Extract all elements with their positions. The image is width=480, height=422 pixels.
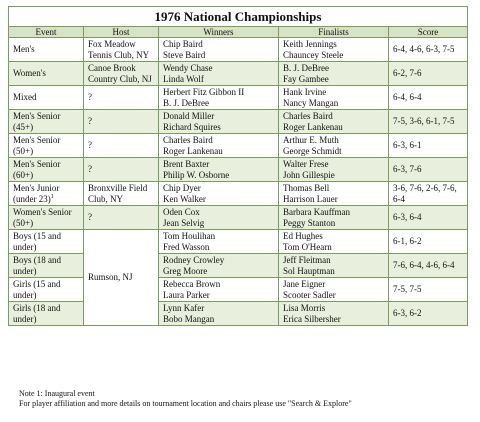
finalist-name: Walter Frese	[283, 158, 329, 169]
winner-name: Herbert Fitz Gibbon II	[163, 86, 245, 97]
header-winners: Winners	[159, 27, 279, 38]
finalist-name: Jane Eigner	[283, 278, 326, 289]
finalists-cell	[279, 254, 389, 278]
header-event: Event	[9, 27, 84, 38]
finalist-name: Erica Silbersher	[283, 313, 341, 324]
winner-name: Rodney Crowley	[163, 254, 225, 265]
table-row	[9, 182, 468, 206]
event-label: Boys (18 and under)	[13, 254, 61, 276]
finalists-cell	[279, 110, 389, 134]
header-host: Host	[84, 27, 159, 38]
event-label: Boys (15 and under)	[13, 230, 61, 252]
finalists-cell	[279, 86, 389, 110]
winner-name: Philip W. Osborne	[163, 169, 230, 180]
winner-name: Brent Baxter	[163, 158, 210, 169]
score-cell: 6-3, 6-1	[389, 134, 468, 158]
event-cell	[9, 278, 84, 302]
finalist-name: Scooter Sadler	[283, 289, 336, 300]
footnote-marker: 1	[50, 193, 54, 200]
event-cell	[9, 110, 84, 134]
footnotes	[19, 389, 352, 409]
winner-name: Ken Walker	[163, 193, 206, 204]
event-label: Women's	[13, 68, 46, 78]
host-cell: ?	[84, 158, 159, 182]
table-row	[9, 254, 468, 278]
finalists-cell	[279, 62, 389, 86]
event-cell	[9, 62, 84, 86]
finalists-cell	[279, 206, 389, 230]
finalist-name: Peggy Stanton	[283, 217, 336, 228]
finalists-cell	[279, 38, 389, 62]
winner-name: Charles Baird	[163, 134, 213, 145]
event-label: Men's Senior (60+)	[13, 158, 61, 180]
score-cell: 7-5, 3-6, 6-1, 7-5	[389, 110, 468, 134]
winners-cell	[159, 86, 279, 110]
table-row	[9, 302, 468, 326]
score-cell: 7-6, 6-4, 4-6, 6-4	[389, 254, 468, 278]
winner-name: Chip Baird	[163, 38, 203, 49]
winner-name: Chip Dyer	[163, 182, 201, 193]
event-cell	[9, 206, 84, 230]
table-row	[9, 230, 468, 254]
event-cell	[9, 38, 84, 62]
finalist-name: Hank Irvine	[283, 86, 327, 97]
event-label: Women's Senior (50+)	[13, 206, 72, 228]
score-cell: 3-6, 7-6, 2-6, 7-6, 6-4	[389, 182, 468, 206]
finalist-name: Nancy Mangan	[283, 97, 339, 108]
event-cell	[9, 230, 84, 254]
table-row	[9, 134, 468, 158]
winners-cell	[159, 182, 279, 206]
event-cell	[9, 302, 84, 326]
winner-name: Bobo Mangan	[163, 313, 215, 324]
footnote-2: For player affiliation and more details on tournament location and chairs please use "Search & Explore"	[19, 399, 352, 408]
finalist-name: Tom O'Hearn	[283, 241, 332, 252]
score-cell: 6-4, 4-6, 6-3, 7-5	[389, 38, 468, 62]
finalist-name: Jeff Fleitman	[283, 254, 331, 265]
winners-cell	[159, 254, 279, 278]
winners-cell	[159, 38, 279, 62]
winner-name: Rebecca Brown	[163, 278, 221, 289]
table-row	[9, 86, 468, 110]
finalist-name: B. J. DeBree	[283, 62, 329, 73]
header-score: Score	[389, 27, 468, 38]
table-row	[9, 278, 468, 302]
winner-name: Oden Cox	[163, 206, 200, 217]
score-cell: 6-3, 6-2	[389, 302, 468, 326]
winner-name: Fred Wasson	[163, 241, 210, 252]
winners-cell	[159, 302, 279, 326]
event-cell	[9, 182, 84, 206]
finalist-name: Keith Jennings	[283, 38, 337, 49]
score-cell: 6-3, 6-4	[389, 206, 468, 230]
winners-cell	[159, 206, 279, 230]
host-cell: Fox Meadow Tennis Club, NY	[84, 38, 159, 62]
event-label: Men's Senior (50+)	[13, 134, 61, 156]
winners-cell	[159, 134, 279, 158]
finalists-cell	[279, 230, 389, 254]
table-row	[9, 38, 468, 62]
event-label: Men's Junior (under 23)	[13, 182, 60, 204]
championship-table-wrapper	[8, 6, 467, 326]
table-row	[9, 62, 468, 86]
winners-cell	[159, 230, 279, 254]
host-cell: Canoe Brook Country Club, NJ	[84, 62, 159, 86]
finalist-name: Roger Lankenau	[283, 121, 343, 132]
winner-name: B. J. DeBree	[163, 97, 209, 108]
championship-table	[8, 6, 468, 326]
finalists-cell	[279, 302, 389, 326]
winners-cell	[159, 278, 279, 302]
header-finalists: Finalists	[279, 27, 389, 38]
event-cell	[9, 134, 84, 158]
finalist-name: Chauncey Steele	[283, 49, 344, 60]
winners-cell	[159, 158, 279, 182]
finalist-name: George Schmidt	[283, 145, 342, 156]
score-cell: 6-1, 6-2	[389, 230, 468, 254]
winner-name: Lynn Kafer	[163, 302, 205, 313]
table-row	[9, 110, 468, 134]
finalist-name: Lisa Morris	[283, 302, 326, 313]
table-row	[9, 206, 468, 230]
finalist-name: Thomas Bell	[283, 182, 330, 193]
finalist-name: Ed Hughes	[283, 230, 323, 241]
finalist-name: Sol Hauptman	[283, 265, 335, 276]
finalists-cell	[279, 182, 389, 206]
event-label: Girls (15 and under)	[13, 278, 61, 300]
finalist-name: Fay Gambee	[283, 73, 329, 84]
finalist-name: John Gillespie	[283, 169, 335, 180]
finalists-cell	[279, 278, 389, 302]
winner-name: Richard Squires	[163, 121, 221, 132]
winner-name: Steve Baird	[163, 49, 206, 60]
host-cell: ?	[84, 86, 159, 110]
host-cell: ?	[84, 110, 159, 134]
winner-name: Tom Houlihan	[163, 230, 216, 241]
host-cell: ?	[84, 134, 159, 158]
score-cell: 6-2, 7-6	[389, 62, 468, 86]
winner-name: Laura Parker	[163, 289, 210, 300]
finalist-name: Harrison Lauer	[283, 193, 338, 204]
host-cell-merged: Rumson, NJ	[84, 230, 159, 326]
footnote-1: Note 1: Inaugural event	[19, 389, 95, 398]
finalist-name: Charles Baird	[283, 110, 333, 121]
winner-name: Wendy Chase	[163, 62, 213, 73]
table-title: 1976 National Championships	[9, 7, 468, 27]
winner-name: Roger Lankenau	[163, 145, 223, 156]
score-cell: 6-3, 7-6	[389, 158, 468, 182]
event-label: Men's Senior (45+)	[13, 110, 61, 132]
score-cell: 7-5, 7-5	[389, 278, 468, 302]
winner-name: Linda Wolf	[163, 73, 204, 84]
winner-name: Donald Miller	[163, 110, 215, 121]
event-cell	[9, 158, 84, 182]
table-body	[9, 38, 468, 326]
event-cell	[9, 254, 84, 278]
event-label: Men's	[13, 44, 35, 54]
finalist-name: Arthur E. Muth	[283, 134, 339, 145]
winners-cell	[159, 62, 279, 86]
event-label: Mixed	[13, 92, 37, 102]
finalists-cell	[279, 158, 389, 182]
event-cell	[9, 86, 84, 110]
finalists-cell	[279, 134, 389, 158]
table-row	[9, 158, 468, 182]
host-cell: Bronxville Field Club, NY	[84, 182, 159, 206]
event-label: Girls (18 and under)	[13, 302, 61, 324]
finalist-name: Barbara Kauffman	[283, 206, 351, 217]
winners-cell	[159, 110, 279, 134]
winner-name: Jean Selvig	[163, 217, 205, 228]
host-cell: ?	[84, 206, 159, 230]
score-cell: 6-4, 6-4	[389, 86, 468, 110]
winner-name: Greg Moore	[163, 265, 208, 276]
